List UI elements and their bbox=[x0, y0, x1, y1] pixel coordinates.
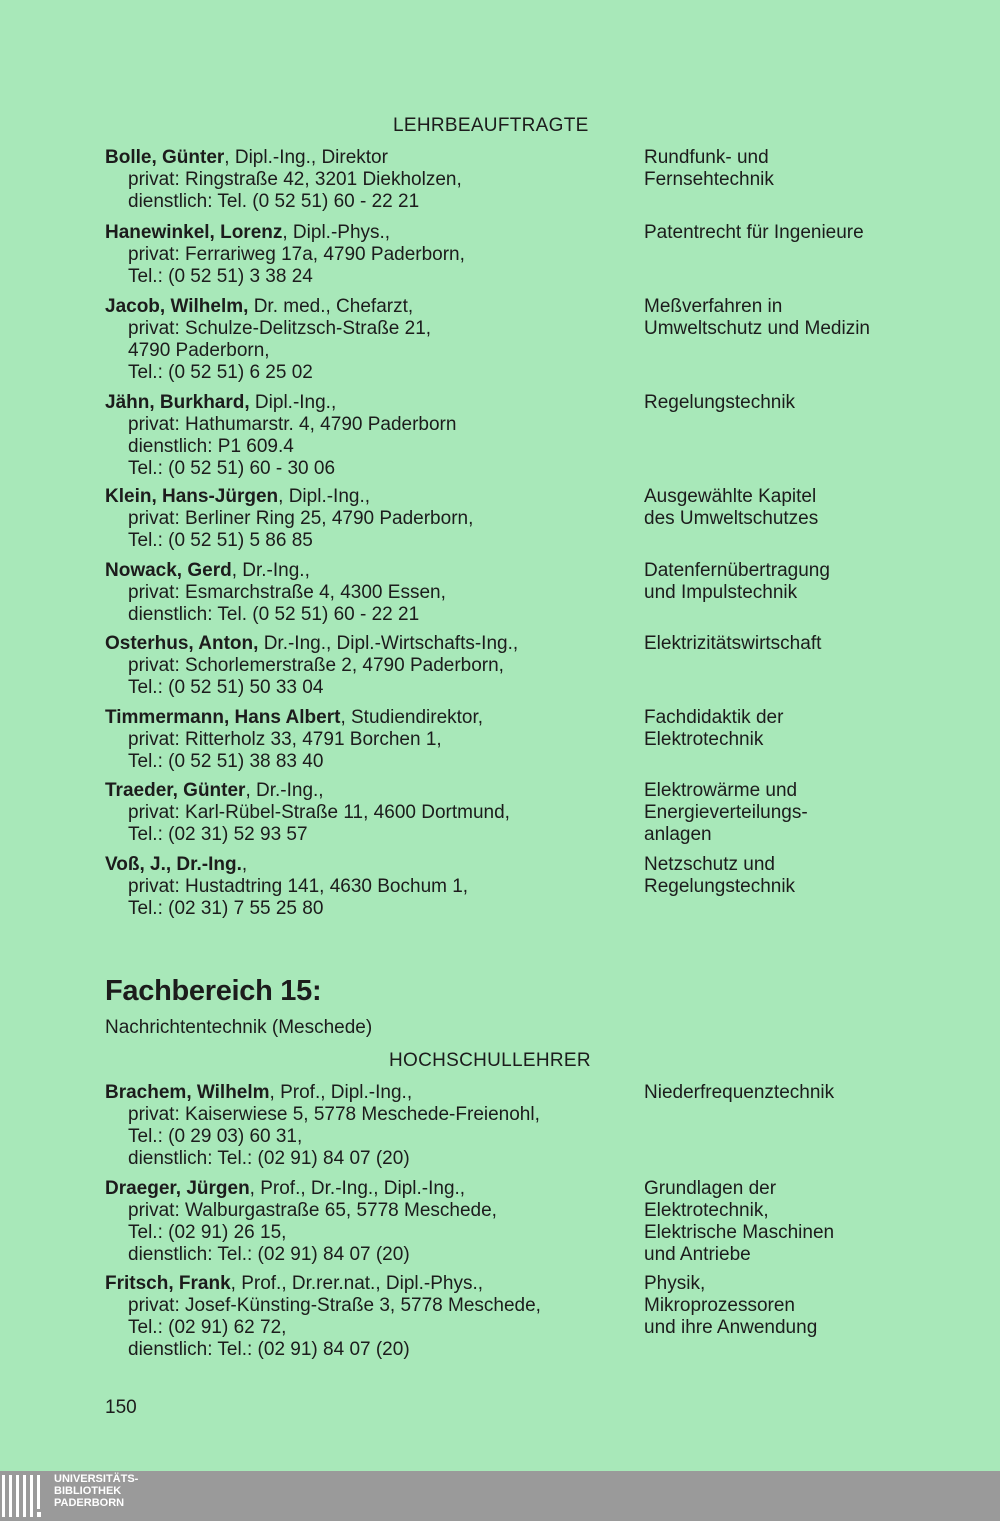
person-title: , Prof., Dipl.-Ing., bbox=[269, 1082, 413, 1103]
contact-line: Tel.: (0 52 51) 50 33 04 bbox=[128, 677, 324, 698]
subject-line: Datenfernübertragung bbox=[644, 560, 830, 581]
contact-line: 4790 Paderborn, bbox=[128, 340, 270, 361]
subject-area bbox=[644, 1178, 984, 1266]
person-details bbox=[105, 147, 635, 213]
person-name: Fritsch, Frank bbox=[105, 1273, 231, 1294]
contact-line: dienstlich: Tel. (0 52 51) 60 - 22 21 bbox=[128, 191, 420, 212]
person-name: Jacob, Wilhelm, bbox=[105, 296, 249, 317]
subject-area bbox=[644, 854, 984, 898]
subject-line: Patentrecht für Ingenieure bbox=[644, 222, 864, 243]
person-title: Dr. med., Chefarzt, bbox=[248, 296, 414, 317]
subject-line: Meßverfahren in bbox=[644, 296, 783, 317]
contact-line: privat: Esmarchstraße 4, 4300 Essen, bbox=[128, 582, 446, 603]
person-details bbox=[105, 560, 635, 626]
library-footer bbox=[0, 1471, 1000, 1521]
subject-area bbox=[644, 296, 984, 340]
lehrbeauftragte-heading: LEHRBEAUFTRAGTE bbox=[393, 115, 589, 136]
library-logo-text: UNIVERSITÄTS- BIBLIOTHEK PADERBORN bbox=[54, 1473, 139, 1509]
contact-line: privat: Berliner Ring 25, 4790 Paderborn, bbox=[128, 508, 474, 529]
person-name: Nowack, Gerd bbox=[105, 560, 232, 581]
person-title: , Prof., Dr.rer.nat., Dipl.-Phys., bbox=[230, 1273, 484, 1294]
subject-line: und Impulstechnik bbox=[644, 582, 798, 603]
subject-line: Elektrowärme und bbox=[644, 780, 798, 801]
person-title: , Dipl.-Ing., Direktor bbox=[224, 147, 388, 168]
library-logo-icon bbox=[2, 1475, 46, 1517]
subject-line: Grundlagen der bbox=[644, 1178, 777, 1199]
subject-line: und ihre Anwendung bbox=[644, 1317, 818, 1338]
contact-line: privat: Schulze-Delitzsch-Straße 21, bbox=[128, 318, 432, 339]
person-name: Traeder, Günter bbox=[105, 780, 246, 801]
contact-line: Tel.: (0 52 51) 3 38 24 bbox=[128, 266, 313, 287]
subject-line: Fachdidaktik der bbox=[644, 707, 784, 728]
person-title: Dr.-Ing., Dipl.-Wirtschafts-Ing., bbox=[258, 633, 519, 654]
contact-line: Tel.: (02 31) 52 93 57 bbox=[128, 824, 308, 845]
subject-line: Elektrische Maschinen bbox=[644, 1222, 835, 1243]
subject-area bbox=[644, 222, 984, 244]
person-name: Draeger, Jürgen bbox=[105, 1178, 250, 1199]
subject-line: Umweltschutz und Medizin bbox=[644, 318, 870, 339]
subject-line: Niederfrequenztechnik bbox=[644, 1082, 835, 1103]
subject-line: Elektrizitätswirtschaft bbox=[644, 633, 822, 654]
person-details bbox=[105, 707, 635, 773]
subject-line: Netzschutz und bbox=[644, 854, 775, 875]
subject-line: Rundfunk- und bbox=[644, 147, 769, 168]
subject-line: Physik, bbox=[644, 1273, 706, 1294]
subject-line: Ausgewählte Kapitel bbox=[644, 486, 817, 507]
contact-line: privat: Josef-Künsting-Straße 3, 5778 Meschede, bbox=[128, 1295, 541, 1316]
person-title: , Dr.-Ing., bbox=[231, 560, 310, 581]
person-details bbox=[105, 222, 635, 288]
contact-line: privat: Kaiserwiese 5, 5778 Meschede-Freienohl, bbox=[128, 1104, 540, 1125]
contact-line: Tel.: (02 91) 26 15, bbox=[128, 1222, 287, 1243]
person-details bbox=[105, 1178, 635, 1266]
subject-line: anlagen bbox=[644, 824, 712, 845]
person-details bbox=[105, 392, 635, 480]
subject-area bbox=[644, 392, 984, 414]
person-name: Voß, J., Dr.-Ing. bbox=[105, 854, 242, 875]
subject-area bbox=[644, 1273, 984, 1339]
contact-line: Tel.: (0 52 51) 38 83 40 bbox=[128, 751, 324, 772]
hochschullehrer-heading: HOCHSCHULLEHRER bbox=[389, 1050, 591, 1071]
contact-line: Tel.: (0 29 03) 60 31, bbox=[128, 1126, 303, 1147]
person-name: Hanewinkel, Lorenz bbox=[105, 222, 283, 243]
subject-area bbox=[644, 707, 984, 751]
person-title: , Dipl.-Ing., bbox=[278, 486, 371, 507]
person-details bbox=[105, 854, 635, 920]
contact-line: dienstlich: Tel.: (02 91) 84 07 (20) bbox=[128, 1148, 410, 1169]
person-title: , Studiendirektor, bbox=[340, 707, 484, 728]
contact-line: dienstlich: Tel.: (02 91) 84 07 (20) bbox=[128, 1244, 410, 1265]
person-details bbox=[105, 1273, 635, 1361]
contact-line: privat: Ferrariweg 17a, 4790 Paderborn, bbox=[128, 244, 465, 265]
subject-area bbox=[644, 780, 984, 846]
contact-line: dienstlich: Tel.: (02 91) 84 07 (20) bbox=[128, 1339, 410, 1360]
contact-line: dienstlich: P1 609.4 bbox=[128, 436, 294, 457]
subject-area bbox=[644, 147, 984, 191]
contact-line: Tel.: (02 91) 62 72, bbox=[128, 1317, 287, 1338]
contact-line: privat: Walburgastraße 65, 5778 Meschede, bbox=[128, 1200, 497, 1221]
subject-line: Energieverteilungs- bbox=[644, 802, 808, 823]
section-title: Fachbereich 15: bbox=[105, 975, 322, 1007]
person-title: , bbox=[241, 854, 248, 875]
subject-line: Elektrotechnik bbox=[644, 729, 764, 750]
subject-line: Regelungstechnik bbox=[644, 876, 796, 897]
subject-area bbox=[644, 486, 984, 530]
subject-area bbox=[644, 1082, 984, 1104]
person-name: Jähn, Burkhard, bbox=[105, 392, 250, 413]
subject-line: Elektrotechnik, bbox=[644, 1200, 769, 1221]
subject-line: und Antriebe bbox=[644, 1244, 751, 1265]
subject-line: Regelungstechnik bbox=[644, 392, 796, 413]
person-details bbox=[105, 780, 635, 846]
person-details bbox=[105, 1082, 635, 1170]
person-details bbox=[105, 486, 635, 552]
subject-area bbox=[644, 560, 984, 604]
person-title: , Dr.-Ing., bbox=[245, 780, 324, 801]
person-name: Bolle, Günter bbox=[105, 147, 225, 168]
contact-line: Tel.: (0 52 51) 60 - 30 06 bbox=[128, 458, 336, 479]
contact-line: privat: Karl-Rübel-Straße 11, 4600 Dortmund, bbox=[128, 802, 510, 823]
contact-line: privat: Ringstraße 42, 3201 Diekholzen, bbox=[128, 169, 462, 190]
subject-line: Mikroprozessoren bbox=[644, 1295, 795, 1316]
contact-line: Tel.: (02 31) 7 55 25 80 bbox=[128, 898, 324, 919]
subject-area bbox=[644, 633, 984, 655]
subject-line: des Umweltschutzes bbox=[644, 508, 819, 529]
contact-line: dienstlich: Tel. (0 52 51) 60 - 22 21 bbox=[128, 604, 420, 625]
person-title: Dipl.-Ing., bbox=[249, 392, 337, 413]
person-name: Osterhus, Anton, bbox=[105, 633, 259, 654]
person-name: Klein, Hans-Jürgen bbox=[105, 486, 279, 507]
contact-line: privat: Hustadtring 141, 4630 Bochum 1, bbox=[128, 876, 469, 897]
contact-line: privat: Ritterholz 33, 4791 Borchen 1, bbox=[128, 729, 442, 750]
subject-line: Fernsehtechnik bbox=[644, 169, 774, 190]
contact-line: Tel.: (0 52 51) 5 86 85 bbox=[128, 530, 313, 551]
contact-line: privat: Hathumarstr. 4, 4790 Paderborn bbox=[128, 414, 457, 435]
page-number: 150 bbox=[105, 1397, 137, 1418]
contact-line: privat: Schorlemerstraße 2, 4790 Paderborn, bbox=[128, 655, 504, 676]
person-name: Brachem, Wilhelm bbox=[105, 1082, 270, 1103]
person-details bbox=[105, 296, 635, 384]
person-title: , Dipl.-Phys., bbox=[282, 222, 391, 243]
person-name: Timmermann, Hans Albert bbox=[105, 707, 341, 728]
person-title: , Prof., Dr.-Ing., Dipl.-Ing., bbox=[249, 1178, 466, 1199]
person-details bbox=[105, 633, 635, 699]
section-subtitle: Nachrichtentechnik (Meschede) bbox=[105, 1017, 373, 1038]
contact-line: Tel.: (0 52 51) 6 25 02 bbox=[128, 362, 313, 383]
